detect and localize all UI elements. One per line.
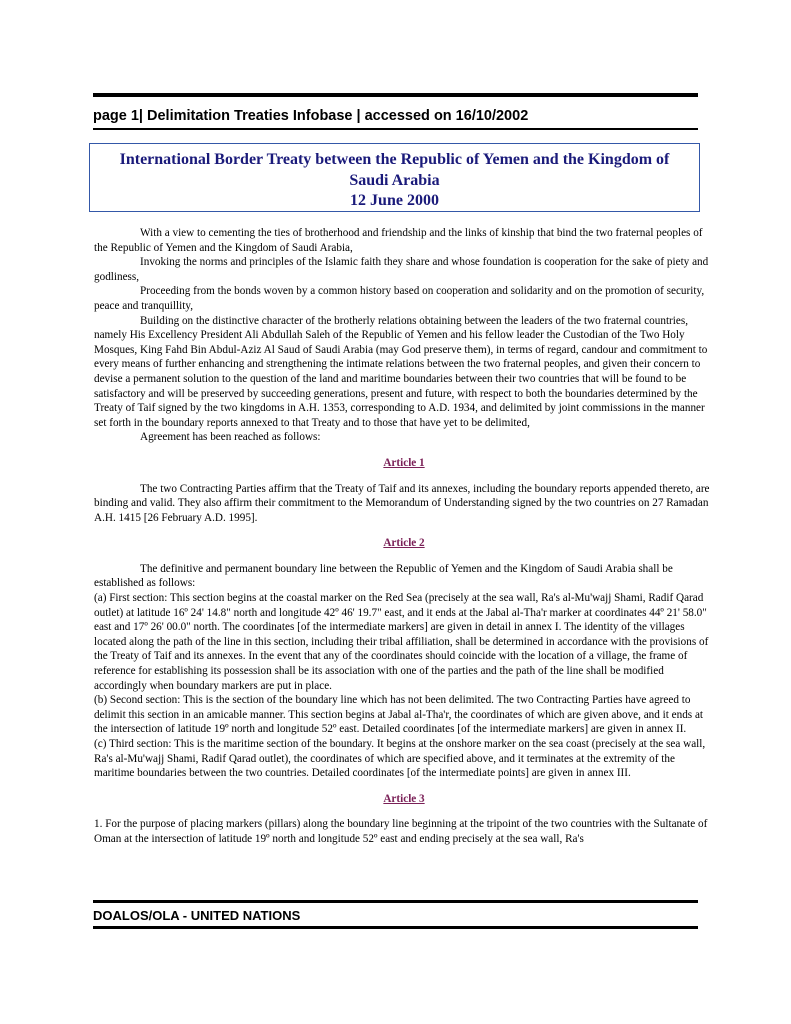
title-line-2: Saudi Arabia [349,171,440,189]
preamble-paragraph: Invoking the norms and principles of the Islamic faith they share and whose foundation is cooperation for the sake of piety and godliness, [94,256,709,283]
article-2-link[interactable]: Article 2 [383,537,425,550]
article-2-heading [94,536,714,551]
article-1-heading [94,456,714,471]
top-rule [93,93,698,97]
preamble-paragraph: With a view to cementing the ties of brotherhood and friendship and the links of kinship that bind the two fraternal peoples of the Republic of Yemen and the Kingdom of Saudi Arabia, [94,227,703,254]
article-2-section-b: (b) Second section: This is the section of the boundary line which has not been delimited. The two Contracting Parties have agreed to delimit this section in an amicable manner. This section begins at Jabal al-Tha'r, the coordinates of which are given above, and it ends at the intersection of latitude 19º north and longitude 52º east. Detailed coordinates [of the intermediate markers] are given in annex II. [94,694,704,736]
page-header: page 1| Delimitation Treaties Infobase | accessed on 16/10/2002 [93,108,529,124]
title-box [89,143,700,212]
article-1-text: The two Contracting Parties affirm that the Treaty of Taif and its annexes, including the boundary reports appended thereto, are binding and valid. They also affirm their commitment to the Memorandum of Understanding signed by the two countries on 27 Ramadan A.H. 1415 [26 February A.D. 1995]. [94,482,710,524]
footer-top-rule [93,900,698,903]
footer-bottom-rule [93,926,698,929]
article-1-link[interactable]: Article 1 [383,456,425,469]
treaty-body [94,226,714,847]
article-3-heading [94,792,714,807]
preamble-paragraph: Building on the distinctive character of the brotherly relations obtaining between the leaders of the two fraternal countries, namely His Excellency President Ali Abdullah Saleh of the Republic of Yemen and his fellow leader the Custodian of the Two Holy Mosques, King Fahd Bin Abdul-Aziz Al Saud of Saudi Arabia (may God preserve them), in terms of regard, candour and commitment to every means of further enhancing and strengthening the intimate relations between the two fraternal peoples, and given their concern to devise a permanent solution to the question of the land and maritime boundaries between their two countries that will be found to be satisfactory and will be preserved by succeeding generations, present and future, with respect to both the boundaries determined by the Treaty of Taif signed by the two kingdoms in A.H. 1353, corresponding to A.D. 1934, and delimited by joint commissions in the manner set forth in the boundary reports annexed to that Treaty and to those that have yet to be delimited, [94,314,708,429]
preamble-paragraph: Proceeding from the bonds woven by a common history based on cooperation and solidarity and on the promotion of security, peace and tranquillity, [94,285,705,312]
title-line-1: International Border Treaty between the Republic of Yemen and the Kingdom of [119,151,670,168]
header-rule [93,128,698,130]
article-2-intro: The definitive and permanent boundary line between the Republic of Yemen and the Kingdom of Saudi Arabia shall be established as follows: [94,562,673,590]
article-2-section-a: (a) First section: This section begins at the coastal marker on the Red Sea (precisely at the sea wall, Ra's al-Mu'wajj Shami, Radif Qarad outlet) at latitude 16º 24' 14.8" north and longitude 42º 46' 19.7" east, and it ends at the Jabal al-Tha'r marker at coordinates 44º 21' 58.0" east and 17º 26' 00.0" north. The coordinates [of the intermediate markers] are given in detail in annex I. The identity of the villages located along the path of the line in this section, including their tribal affiliation, shall be determined in accordance with the provisions of the Treaty of Taif and its annexes. In the event that any of the coordinates should coincide with the location of a village, the frame of reference for establishing its possession shall be its association with one of the parties and the path of the line shall be modified accordingly when boundary markers are put in place. [94,592,709,692]
article-3-text: 1. For the purpose of placing markers (pillars) along the boundary line beginning at the tripoint of the two countries with the Sultanate of Oman at the intersection of latitude 19º north and longitude 52º east and ending precisely at the sea wall, Ra's [94,818,708,845]
treaty-date: 12 June 2000 [350,192,439,209]
preamble-paragraph: Agreement has been reached as follows: [140,431,321,444]
article-2-section-c: (c) Third section: This is the maritime section of the boundary. It begins at the onshore marker on the sea coast (precisely at the sea wall, Ra's al-Mu'wajj Shami, Radif Qarad outlet), the coordinates of which are specified above, and it terminates at the extremity of the maritime boundaries between the two countries. Detailed coordinates [of the intermediate points] are given in annex III. [94,738,706,780]
page-footer: DOALOS/OLA - UNITED NATIONS [93,908,301,923]
article-3-link[interactable]: Article 3 [383,792,425,805]
